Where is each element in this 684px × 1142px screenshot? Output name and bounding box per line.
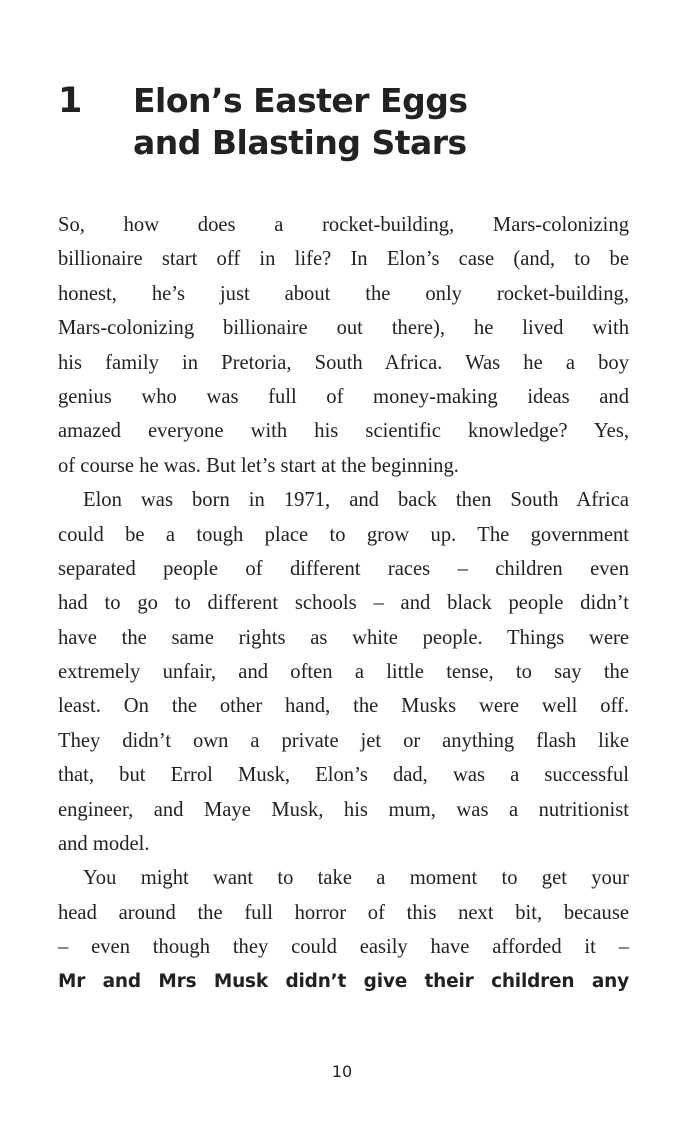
text-line: had to go to different schools – and black people didn’t xyxy=(58,592,629,615)
text-line: could be a tough place to grow up. The government xyxy=(58,523,629,546)
text-line: separated people of different races – children even xyxy=(58,557,629,580)
text-line: honest, he’s just about the only rocket-building, xyxy=(58,282,629,305)
text-line: They didn’t own a private jet or anything flash like xyxy=(58,729,629,752)
text-line: his family in Pretoria, South Africa. Was he a boy xyxy=(58,351,629,374)
text-line: Elon was born in 1971, and back then South Africa xyxy=(83,489,629,512)
text-line: head around the full horror of this next bit, because xyxy=(58,901,629,924)
text-line: and model. xyxy=(58,833,150,856)
chapter-title xyxy=(133,80,633,164)
chapter-number: 1 xyxy=(58,81,83,121)
text-line: that, but Errol Musk, Elon’s dad, was a successful xyxy=(58,764,629,787)
text-line: You might want to take a moment to get your xyxy=(83,867,629,890)
page-number: 10 xyxy=(331,1062,353,1081)
chapter-title-line-2: and Blasting Stars xyxy=(133,123,467,162)
body-text xyxy=(58,208,629,999)
text-line: engineer, and Maye Musk, his mum, was a nutritionist xyxy=(58,798,629,821)
paragraph-3 xyxy=(58,861,629,999)
text-line: of course he was. But let’s start at the beginning. xyxy=(58,454,459,477)
text-line: billionaire start off in life? In Elon’s case (and, to be xyxy=(58,248,629,271)
text-line: genius who was full of money-making ideas and xyxy=(58,385,629,408)
text-line: amazed everyone with his scientific knowledge? Yes, xyxy=(58,420,629,443)
text-line: So, how does a rocket-building, Mars-colonizing xyxy=(58,214,629,236)
bold-text-line: Mr and Mrs Musk didn’t give their children any xyxy=(58,970,629,992)
paragraph-1 xyxy=(58,208,629,483)
text-line: Mars-colonizing billionaire out there), he lived with xyxy=(58,317,629,340)
text-line: least. On the other hand, the Musks were well off. xyxy=(58,695,629,718)
text-line: have the same rights as white people. Things were xyxy=(58,626,629,649)
chapter-title-line-1: Elon’s Easter Eggs xyxy=(133,81,468,120)
text-line: – even though they could easily have afforded it – xyxy=(58,936,629,959)
text-line: extremely unfair, and often a little tense, to say the xyxy=(58,661,629,684)
paragraph-2 xyxy=(58,483,629,861)
